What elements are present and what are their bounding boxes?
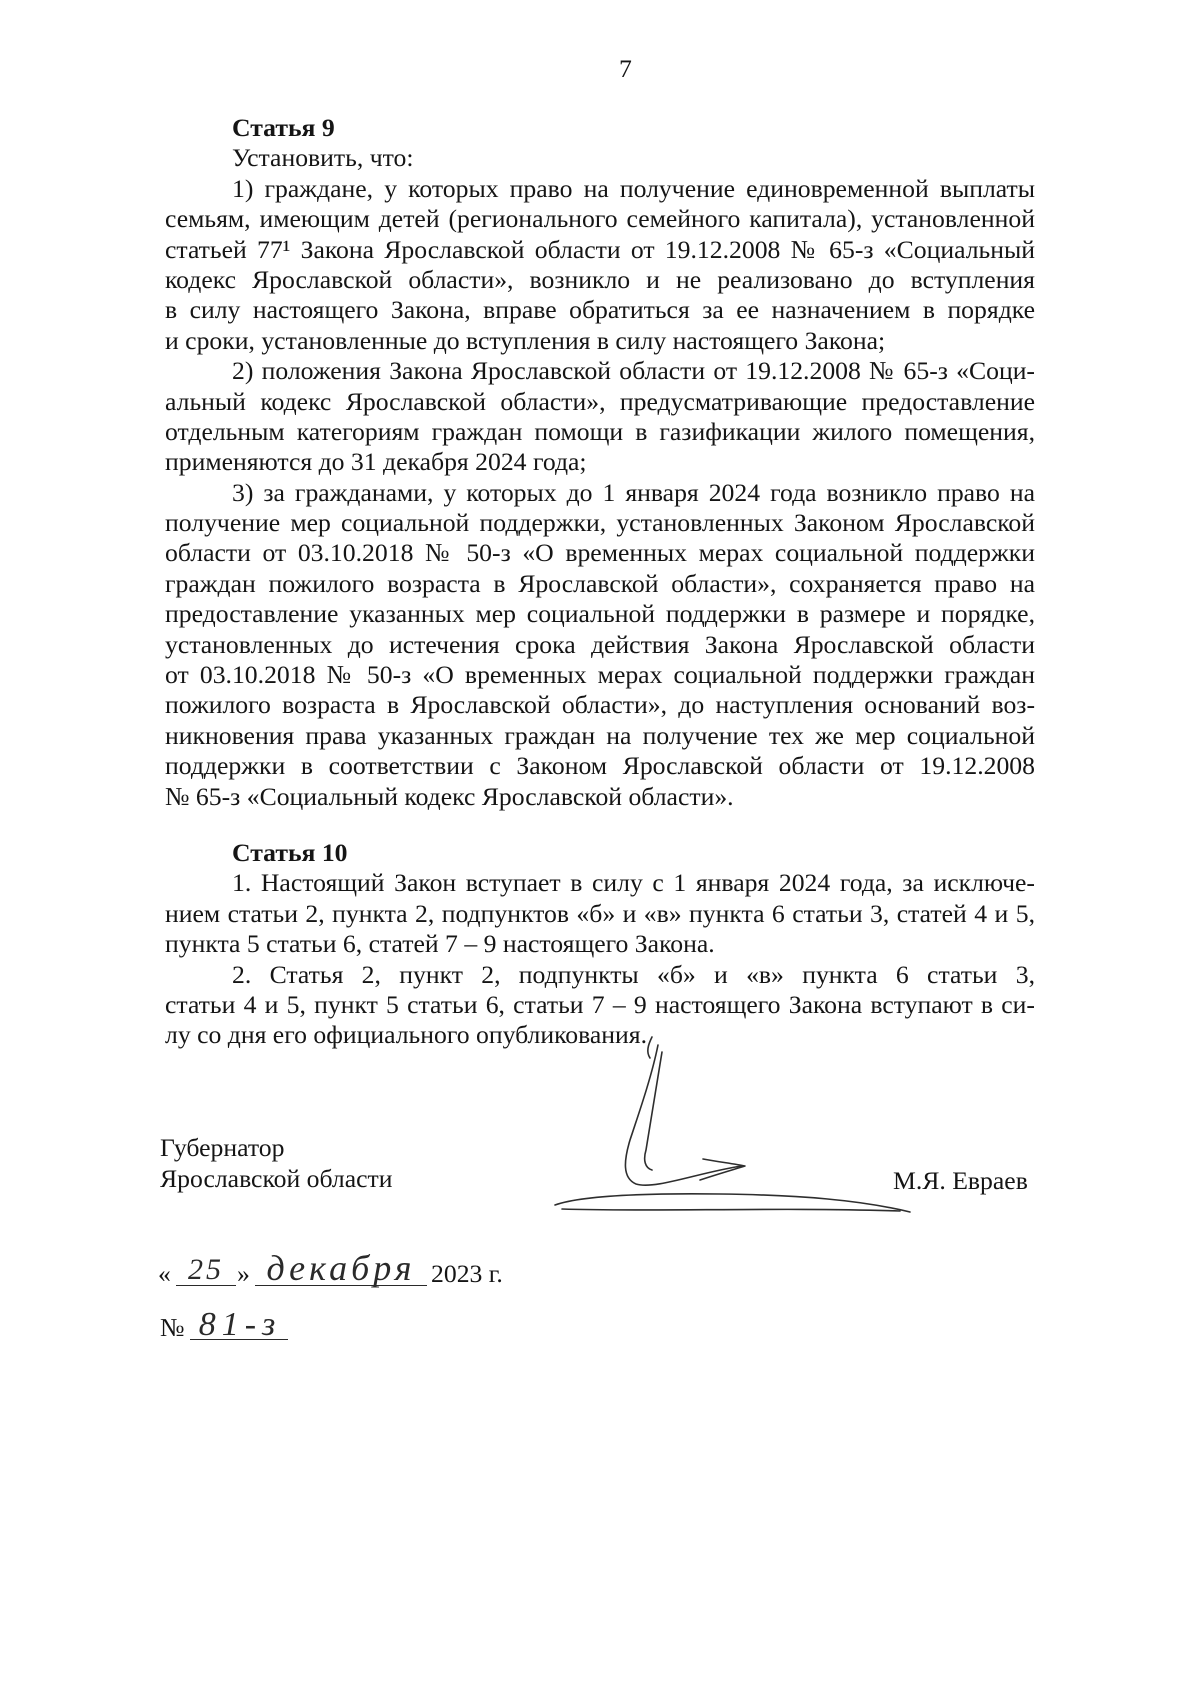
article-9-item-1-line-6: и сроки, установленные до вступления в силу настоящего Закона; — [165, 325, 886, 355]
article-10 — [165, 838, 1035, 1051]
date-day-handwritten: 25 — [188, 1253, 224, 1286]
article-10-part-1-line-3: пункта 5 статьи 6, статей 7 – 9 настоящего Закона. — [165, 929, 715, 959]
article-9-item-3-line-7: от 03.10.2018 № 50-з «О временных мерах социальной поддержки граждан — [165, 660, 1035, 690]
date-close-quote: » — [237, 1259, 250, 1288]
article-9-item-3-line-9: никновения права указанных граждан на получение тех же мер социальной — [165, 720, 1035, 750]
date-month-underline — [255, 1285, 427, 1286]
signature-stroke — [625, 1045, 742, 1185]
date-month-handwritten: декабря — [266, 1248, 416, 1288]
article-9-item-3-line-8: пожилого возраста в Ярославской области», до наступления оснований воз- — [165, 690, 1035, 720]
article-9-intro: Установить, что: — [232, 143, 414, 173]
article-9 — [165, 113, 1035, 812]
signature-stroke — [648, 1037, 652, 1058]
signatory-title-line-1: Губернатор — [160, 1133, 285, 1162]
article-9-item-3-line-6: установленных до истечения срока действия Закона Ярославской области — [165, 629, 1035, 659]
article-9-item-3-line-3: области от 03.10.2018 № 50-з «О временных мерах социальной поддержки — [165, 538, 1035, 568]
article-9-heading: Статья 9 — [232, 113, 335, 142]
article-9-item-3-line-5: предоставление указанных мер социальной поддержки в размере и порядке, — [165, 599, 1035, 629]
article-9-item-2-line-3: отдельным категориям граждан помощи в газификации жилого помещения, — [165, 416, 1035, 446]
article-9-item-1-line-5: в силу настоящего Закона, вправе обратиться за ее назначением в порядке — [165, 295, 1035, 325]
signatory-name: М.Я. Евраев — [893, 1166, 1028, 1195]
article-9-item-3-line-1: 3) за гражданами, у которых до 1 января 2024 года возникло право на — [232, 477, 1035, 507]
handwritten-signature — [540, 1020, 940, 1230]
article-10-part-1-line-2: нием статьи 2, пункта 2, подпунктов «б» и «в» пункта 6 статьи 3, статей 4 и 5, — [165, 898, 1035, 928]
article-9-item-1-line-4: кодекс Ярославской области», возникло и не реализовано до вступления — [165, 264, 1035, 294]
article-9-item-1-line-1: 1) граждане, у которых право на получение единовременной выплаты — [232, 173, 1035, 203]
article-9-item-1-line-3: статьей 77¹ Закона Ярославской области от 19.12.2008 № 65-з «Социальный — [165, 234, 1035, 264]
article-10-heading: Статья 10 — [232, 838, 348, 867]
article-9-item-2-line-2: альный кодекс Ярославской области», предусматривающие предоставление — [165, 386, 1035, 416]
article-9-item-3-line-4: граждан пожилого возраста в Ярославской области», сохраняется право на — [165, 568, 1035, 598]
article-9-item-3-line-10: поддержки в соответствии с Законом Ярославской области от 19.12.2008 — [165, 751, 1035, 781]
registration-number-handwritten: 81-з — [198, 1306, 282, 1343]
article-9-item-3-line-11: № 65-з «Социальный кодекс Ярославской области». — [165, 781, 734, 811]
article-10-part-2-line-1: 2. Статья 2, пункт 2, подпункты «б» и «в» пункта 6 статьи 3, — [232, 959, 1035, 989]
article-9-item-1-line-2: семьям, имеющим детей (регионального семейного капитала), установленной — [165, 204, 1035, 234]
article-10-part-2-line-3: лу со дня его официального опубликования. — [165, 1020, 648, 1050]
number-sign: № — [160, 1313, 185, 1342]
signature-stroke — [645, 1052, 662, 1170]
date-day-underline — [176, 1285, 236, 1286]
article-10-part-2-line-2: статьи 4 и 5, пункт 5 статьи 6, статьи 7 – 9 настоящего Закона вступают в си- — [165, 989, 1035, 1019]
date-year: 2023 г. — [431, 1259, 503, 1288]
signature-stroke — [562, 1209, 900, 1211]
article-9-item-2-line-1: 2) положения Закона Ярославской области от 19.12.2008 № 65-з «Соци- — [232, 356, 1035, 386]
article-9-item-2-line-4: применяются до 31 декабря 2024 года; — [165, 447, 587, 477]
date-open-quote: « — [158, 1259, 171, 1288]
registration-number-underline — [190, 1339, 288, 1340]
article-9-item-3-line-2: получение мер социальной поддержки, установленных Законом Ярославской — [165, 508, 1035, 538]
article-10-part-1-line-1: 1. Настоящий Закон вступает в силу с 1 января 2024 года, за исключе- — [232, 868, 1035, 898]
page-number: 7 — [619, 54, 632, 83]
signatory-title-line-2: Ярославской области — [160, 1164, 393, 1193]
